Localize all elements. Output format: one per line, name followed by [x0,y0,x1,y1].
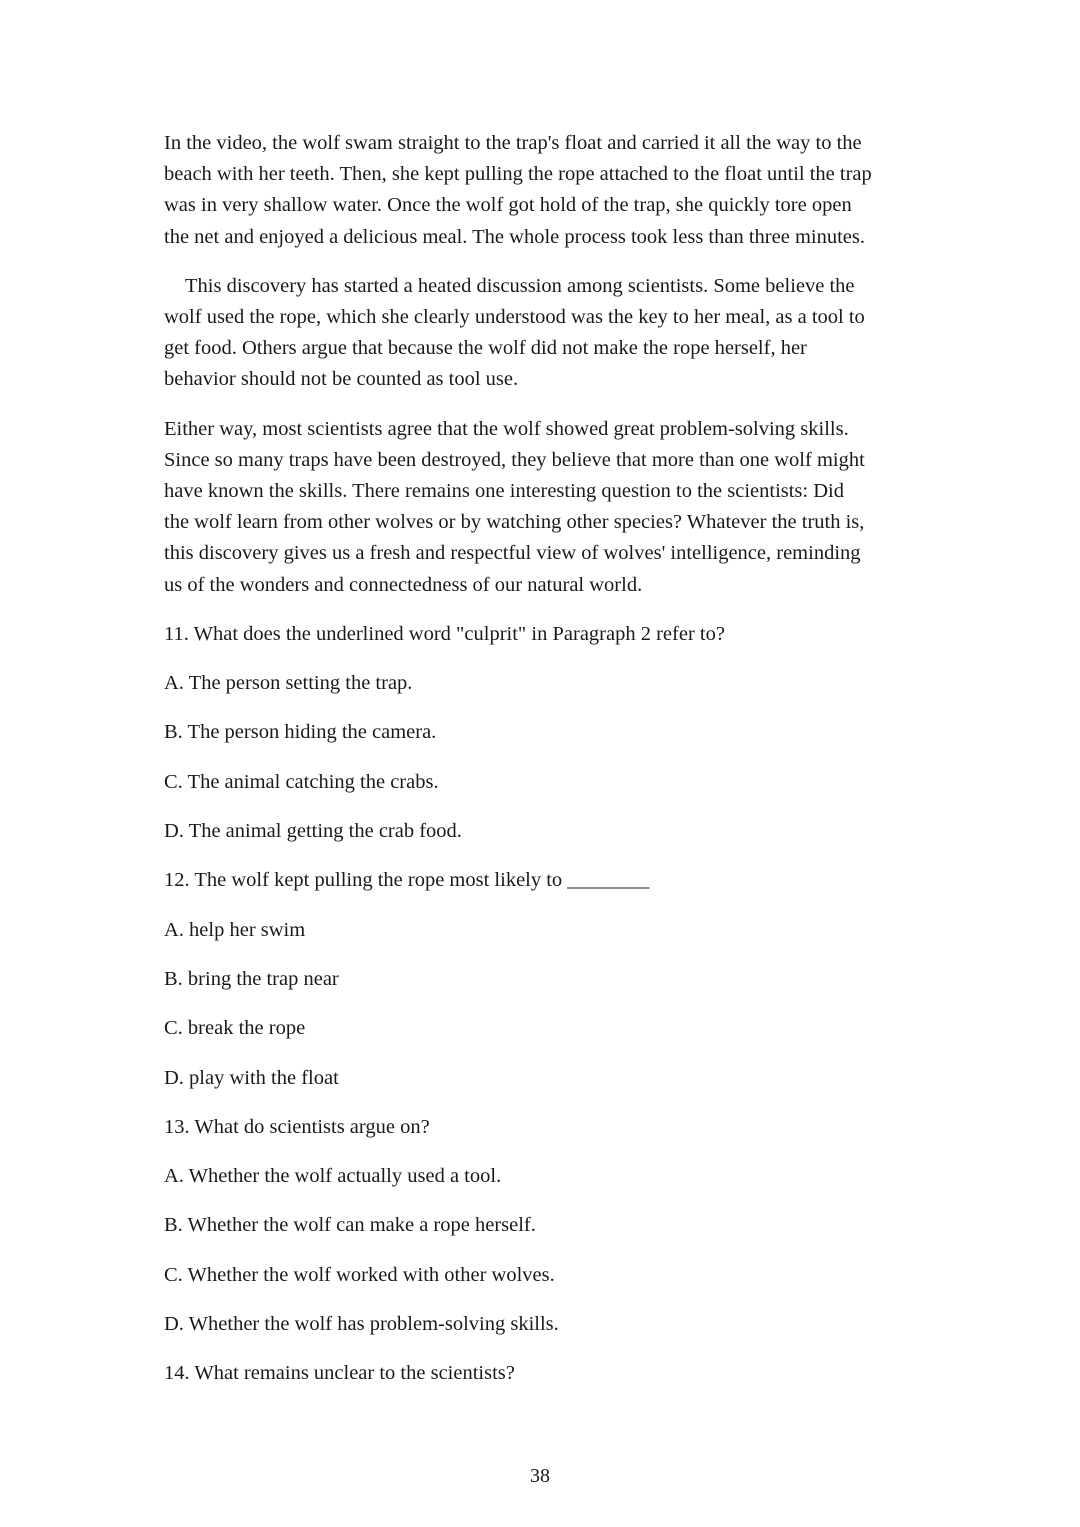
question-12-option-c: C. break the rope [164,1017,306,1040]
question-13-option-a: A. Whether the wolf actually used a tool. [164,1165,502,1188]
text-line: the wolf learn from other wolves or by watching other species? Whatever the truth is, [164,511,865,534]
question-11-option-b: B. The person hiding the camera. [164,721,437,744]
question-12-stem: 12. The wolf kept pulling the rope most likely to ________ [164,869,650,892]
text-line: wolf used the rope, which she clearly understood was the key to her meal, as a tool to [164,306,865,329]
question-14-stem: 14. What remains unclear to the scientists? [164,1362,515,1385]
page-number: 38 [530,1465,550,1487]
question-11-option-d: D. The animal getting the crab food. [164,820,462,843]
question-12-option-d: D. play with the float [164,1066,339,1089]
question-11-option-a: A. The person setting the trap. [164,672,413,695]
text-line: us of the wonders and connectedness of our natural world. [164,573,643,596]
question-11-option-c: C. The animal catching the crabs. [164,770,439,793]
text-line: was in very shallow water. Once the wolf got hold of the trap, she quickly tore open [164,194,852,217]
question-13-option-c: C. Whether the wolf worked with other wolves. [164,1263,555,1286]
passage-paragraph-1 [164,128,924,253]
question-13-option-b: B. Whether the wolf can make a rope herself. [164,1214,536,1237]
passage-paragraph-2 [164,271,924,396]
question-12-option-b: B. bring the trap near [164,967,339,990]
text-line: the net and enjoyed a delicious meal. The whole process took less than three minutes. [164,225,865,248]
question-13-option-d: D. Whether the wolf has problem-solving skills. [164,1313,559,1335]
text-line: this discovery gives us a fresh and respectful view of wolves' intelligence, reminding [164,542,861,565]
text-line: have known the skills. There remains one interesting question to the scientists: Did [164,480,844,503]
text-line: In the video, the wolf swam straight to the trap's float and carried it all the way to the [164,132,862,154]
question-13-stem: 13. What do scientists argue on? [164,1115,430,1138]
text-line: behavior should not be counted as tool use. [164,368,519,391]
question-11-stem: 11. What does the underlined word "culprit" in Paragraph 2 refer to? [164,622,725,645]
text-line: beach with her teeth. Then, she kept pulling the rope attached to the float until the trap [164,163,872,186]
text-line: get food. Others argue that because the wolf did not make the rope herself, her [164,337,807,360]
question-12-option-a: A. help her swim [164,918,306,941]
passage-paragraph-3 [164,414,924,601]
page-content [164,128,924,1408]
text-line: Since so many traps have been destroyed, they believe that more than one wolf might [164,448,865,471]
text-line: Either way, most scientists agree that the wolf showed great problem-solving skills. [164,417,849,440]
text-line: This discovery has started a heated discussion among scientists. Some believe the [185,274,855,297]
